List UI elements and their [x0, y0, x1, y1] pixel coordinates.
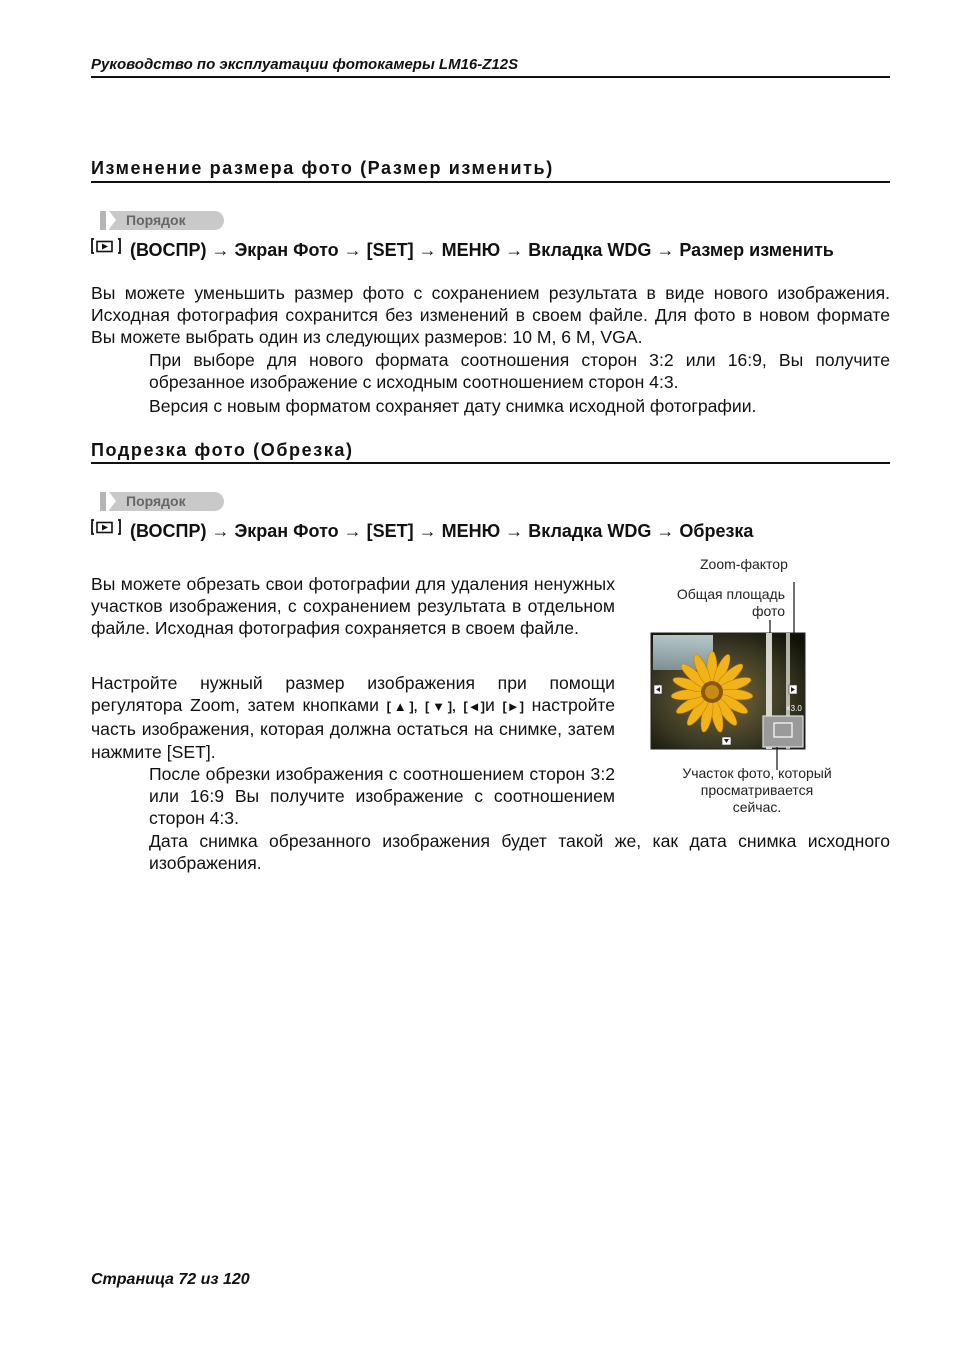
order-badge — [100, 211, 224, 230]
resize-note-1: При выборе для нового формата соотношения сторон 3:2 или 16:9, Вы получите обрезанное изображение с исходным соотношением сторон 4:3. — [149, 350, 890, 393]
current-area-label: Участок фото, который просматривается сейчас. — [682, 765, 832, 815]
arrow-icon — [109, 211, 116, 229]
menu-path-resize — [91, 238, 834, 261]
section-rule — [91, 462, 890, 464]
header-rule — [91, 76, 890, 78]
section-rule — [91, 181, 890, 183]
playback-icon — [91, 519, 122, 535]
section-title-resize: Изменение размера фото (Размер изменить) — [91, 158, 554, 178]
zoom-value: ×3.0 — [786, 704, 802, 713]
playback-icon — [91, 238, 122, 254]
section-title-trim: Подрезка фото (Обрезка) — [91, 440, 354, 460]
menu-path-trim — [91, 519, 753, 542]
trim-paragraph-2 — [91, 672, 615, 763]
trim-figure — [650, 570, 810, 770]
total-area-label: Общая площадь фото — [676, 586, 785, 619]
key-down: [▼], — [425, 699, 456, 715]
key-left: [◄] — [463, 699, 485, 715]
order-badge — [100, 492, 224, 511]
order-label: Порядок — [126, 212, 186, 228]
trim-note-1: После обрезки изображения с соотношением сторон 3:2 или 16:9 Вы получите изображение с соотношением сторон 4:3. — [149, 764, 615, 829]
trim-paragraph-1: Вы можете обрезать свои фотографии для удаления ненужных участков изображения, с сохранением результата в отдельном файле. Исходная фотография сохраняется в своем файле. — [91, 574, 615, 639]
trim-text-a: Настройте нужный размер изображения при помощи регулятора Zoom, затем кнопками — [91, 673, 615, 716]
resize-note-2: Версия с новым форматом сохраняет дату снимка исходной фотографии. — [149, 396, 757, 416]
resize-paragraph: Вы можете уменьшить размер фото с сохранением результата в виде нового изображения. Исходная фотография сохранится без изменений в своем файле. Для фото в новом формате Вы можете выбрать один из следующих размеров: 10 M, 6 M, VGA. — [91, 283, 890, 348]
document-header: Руководство по эксплуатации фотокамеры LM16-Z12S — [91, 56, 519, 73]
arrow-icon — [109, 492, 116, 510]
trim-text-b: настройте часть изображения, которая должна остаться на снимке, затем нажмите [SET]. — [91, 695, 616, 762]
zoom-factor-label: Zoom-фактор — [700, 556, 788, 572]
menu-path-text: (ВОСПР) → Экран Фото → [SET] → МЕНЮ → Вкладка WDG → Размер изменить — [130, 240, 834, 260]
key-up: [▲], — [386, 699, 418, 715]
trim-note-2: Дата снимка обрезанного изображения будет такой же, как дата снимка исходного изображения. — [149, 831, 890, 874]
key-and: и — [484, 695, 495, 716]
navigator-box — [763, 716, 803, 747]
page-number: Страница 72 из 120 — [91, 1271, 250, 1288]
order-label: Порядок — [126, 493, 186, 509]
key-right: [►] — [502, 699, 524, 715]
menu-path-text: (ВОСПР) → Экран Фото → [SET] → МЕНЮ → Вкладка WDG → Обрезка — [130, 521, 754, 541]
